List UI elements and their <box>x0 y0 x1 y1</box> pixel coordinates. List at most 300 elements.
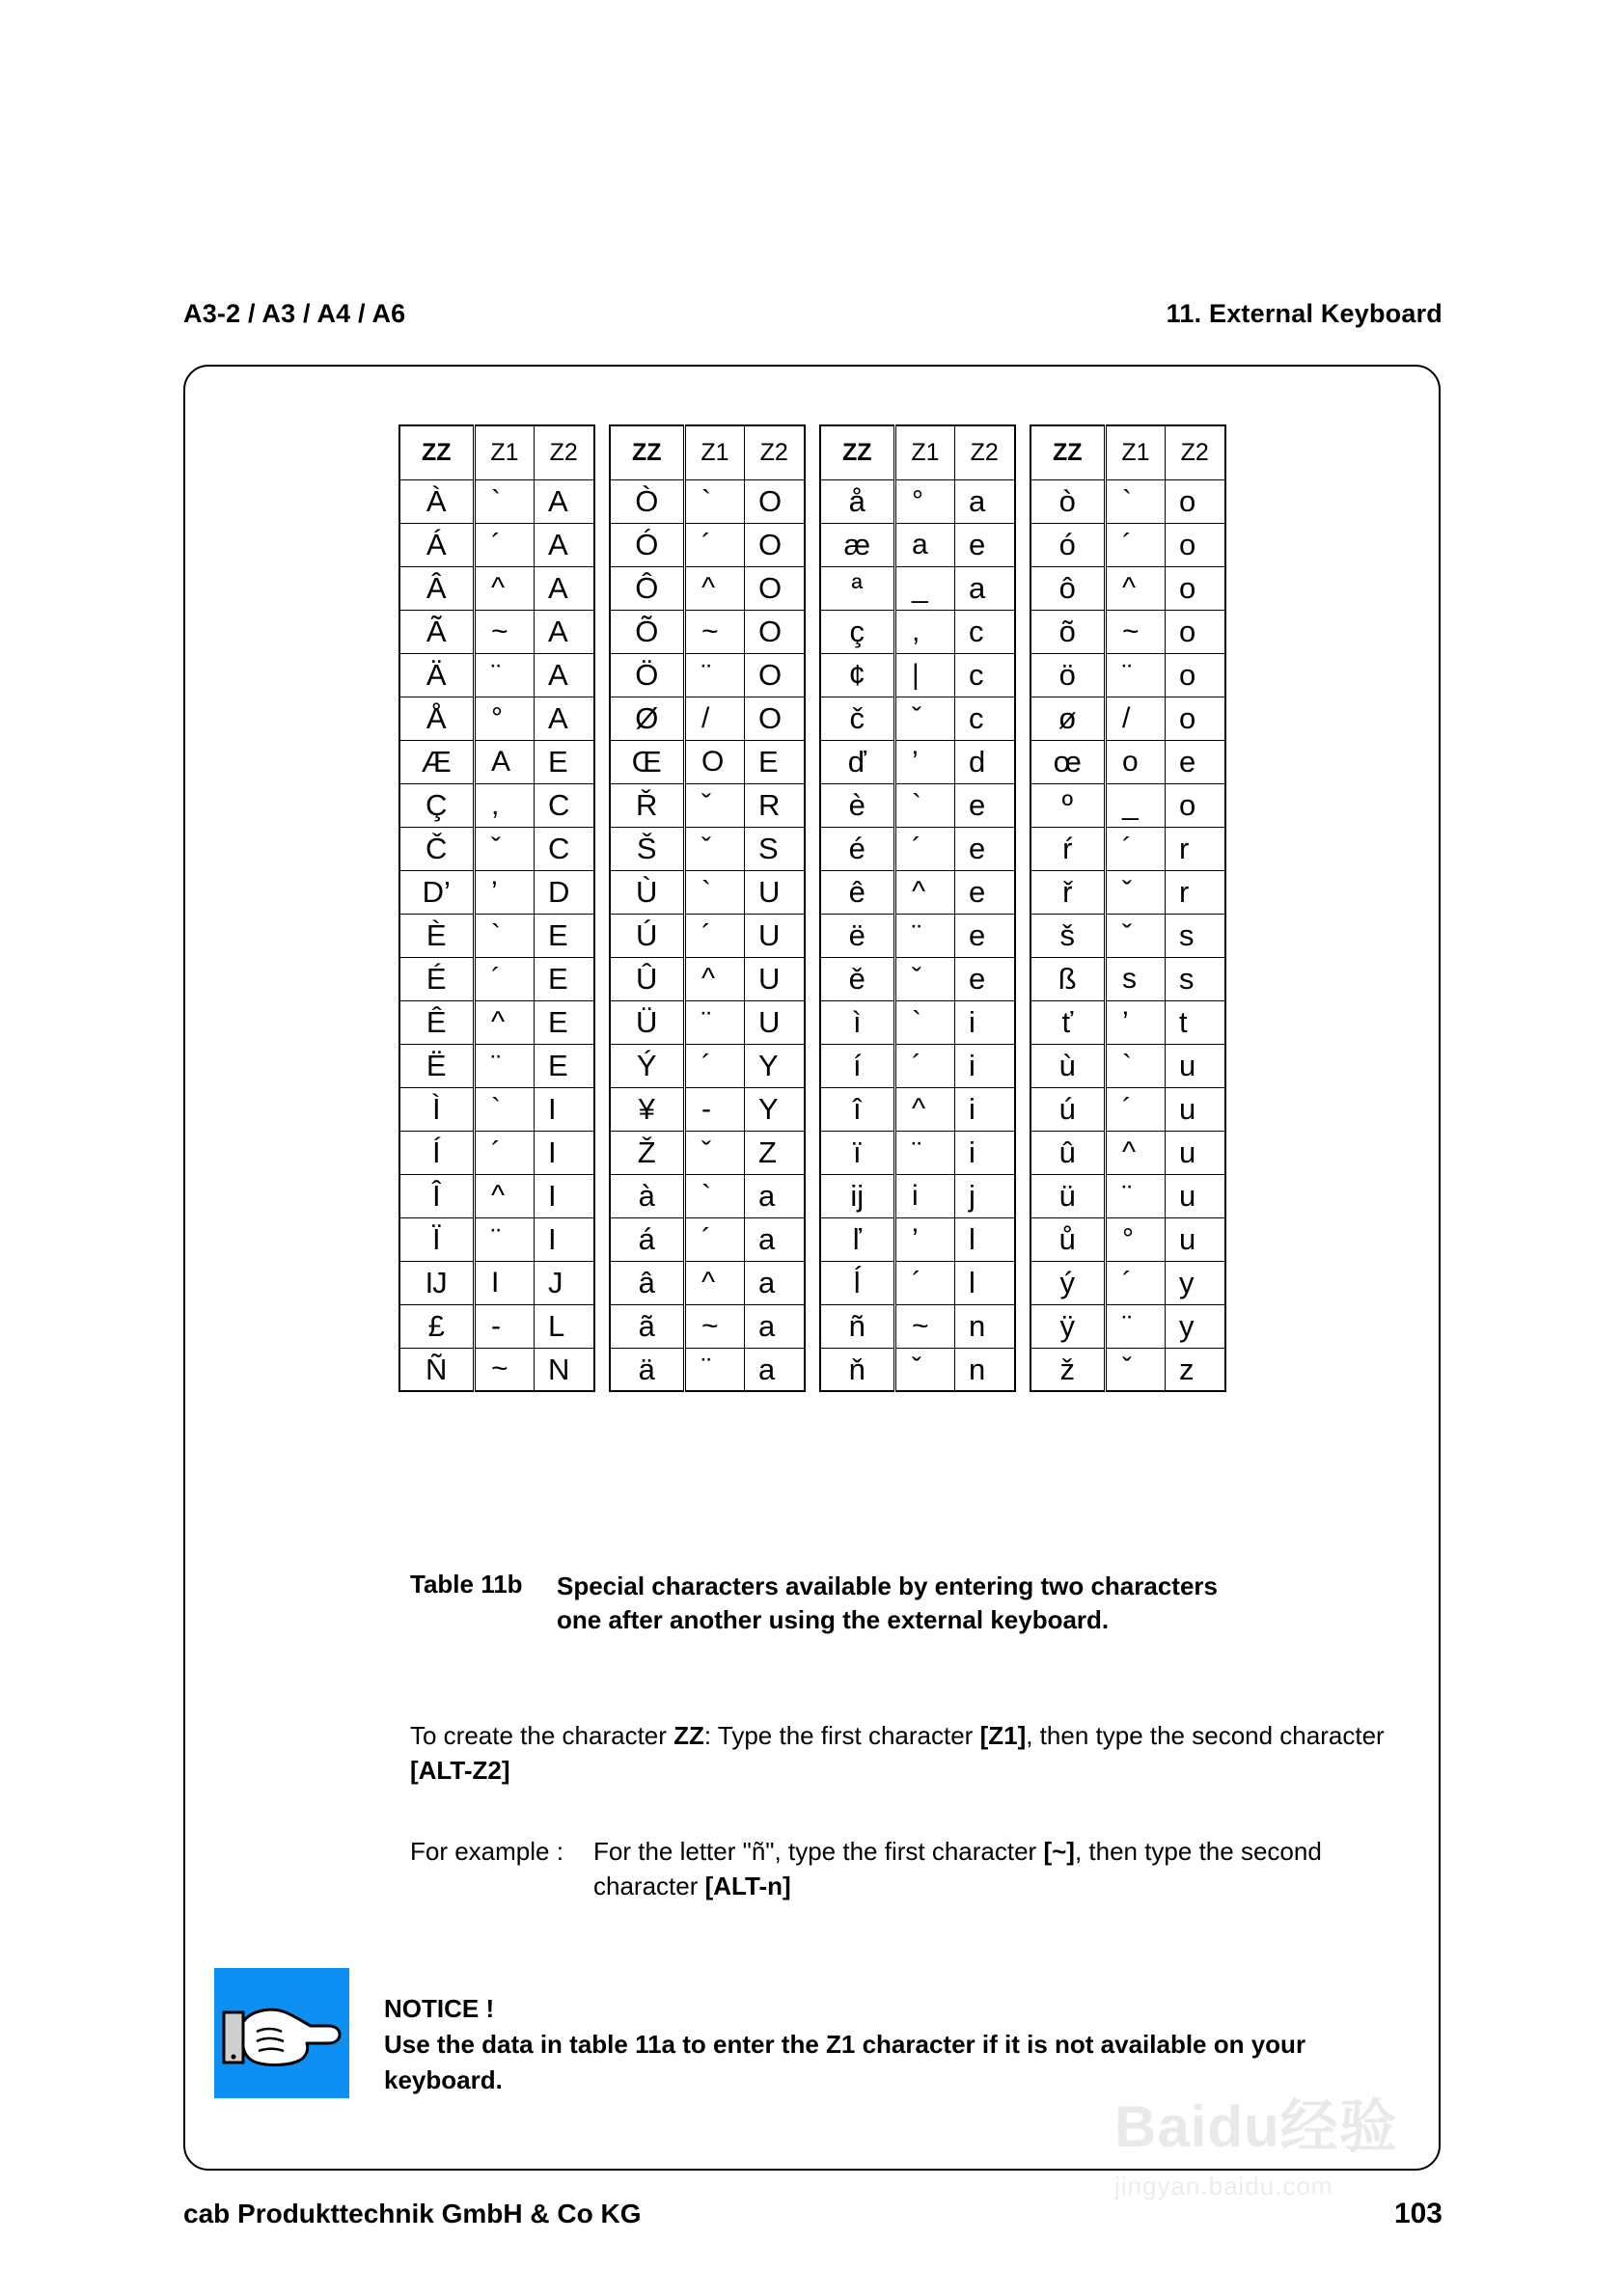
cell-z2: U <box>745 1000 805 1044</box>
cell-z2: a <box>955 479 1015 523</box>
cell-z1: o <box>1106 740 1166 783</box>
cell-zz: ç <box>820 610 895 653</box>
cell-z2: e <box>1166 740 1225 783</box>
cell-z1: s <box>1106 957 1166 1000</box>
cell-zz: Ù <box>610 870 685 914</box>
column-header-zz: ZZ <box>820 425 895 479</box>
cell-z1: O <box>685 740 745 783</box>
cell-zz: õ <box>1030 610 1106 653</box>
cell-z2: U <box>745 870 805 914</box>
cell-zz: ø <box>1030 697 1106 740</box>
cell-zz: ň <box>820 1348 895 1391</box>
column-header-z2: Z2 <box>535 425 594 479</box>
cell-z2: a <box>955 566 1015 610</box>
cell-zz: è <box>820 783 895 827</box>
cell-z1: ´ <box>1106 827 1166 870</box>
cell-zz: Í <box>399 1131 475 1174</box>
table-row <box>399 1000 594 1044</box>
cell-z1: ˇ <box>895 1348 955 1391</box>
cell-z2: O <box>745 653 805 697</box>
cell-zz: Å <box>399 697 475 740</box>
table-row <box>610 1174 805 1217</box>
cell-zz: é <box>820 827 895 870</box>
cell-z1: ¨ <box>1106 653 1166 697</box>
cell-z2: u <box>1166 1217 1225 1261</box>
cell-z2: u <box>1166 1174 1225 1217</box>
notice-text-block <box>384 1968 1411 2098</box>
cell-z1: ^ <box>895 1087 955 1131</box>
cell-z1: ^ <box>895 870 955 914</box>
cell-zz: Ô <box>610 566 685 610</box>
cell-z2: o <box>1166 783 1225 827</box>
table-row <box>399 914 594 957</box>
cell-z1: ^ <box>685 566 745 610</box>
cell-z2: E <box>745 740 805 783</box>
table-row <box>1030 1131 1225 1174</box>
cell-z1: ´ <box>685 1217 745 1261</box>
cell-z1: ´ <box>475 957 535 1000</box>
cell-z2: A <box>535 523 594 566</box>
cell-z2: O <box>745 610 805 653</box>
cell-z2: c <box>955 610 1015 653</box>
cell-z2: O <box>745 523 805 566</box>
table-row <box>399 610 594 653</box>
table-row <box>820 1261 1015 1304</box>
table-row <box>610 1348 805 1391</box>
cell-z2: O <box>745 566 805 610</box>
cell-z2: C <box>535 783 594 827</box>
table-row <box>1030 827 1225 870</box>
table-row <box>1030 653 1225 697</box>
cell-zz: Č <box>399 827 475 870</box>
cell-zz: ¢ <box>820 653 895 697</box>
cell-z2: E <box>535 957 594 1000</box>
column-header-z1: Z1 <box>895 425 955 479</box>
cell-z1: ` <box>1106 1044 1166 1087</box>
cell-z2: o <box>1166 610 1225 653</box>
cell-z2: Z <box>745 1131 805 1174</box>
cell-z1: ´ <box>895 1044 955 1087</box>
cell-z1: ¨ <box>1106 1174 1166 1217</box>
cell-z1: - <box>475 1304 535 1348</box>
create-part1: To create the character <box>410 1721 674 1750</box>
header-left-model: A3-2 / A3 / A4 / A6 <box>183 299 406 328</box>
cell-z1: ´ <box>685 1044 745 1087</box>
table-row <box>1030 1044 1225 1087</box>
cell-z1: a <box>895 523 955 566</box>
table-row <box>820 479 1015 523</box>
cell-z2: o <box>1166 479 1225 523</box>
cell-zz: £ <box>399 1304 475 1348</box>
cell-zz: Š <box>610 827 685 870</box>
cell-z2: U <box>745 957 805 1000</box>
cell-zz: ô <box>1030 566 1106 610</box>
cell-zz: Ä <box>399 653 475 697</box>
cell-zz: å <box>820 479 895 523</box>
cell-zz: Ř <box>610 783 685 827</box>
cell-z2: A <box>535 566 594 610</box>
table-caption <box>410 1570 1375 1637</box>
cell-z2: z <box>1166 1348 1225 1391</box>
cell-zz: î <box>820 1087 895 1131</box>
table-row <box>1030 610 1225 653</box>
cell-z1: ˇ <box>1106 870 1166 914</box>
cell-z1: / <box>685 697 745 740</box>
cell-zz: ě <box>820 957 895 1000</box>
cell-z2: u <box>1166 1087 1225 1131</box>
cell-zz: Û <box>610 957 685 1000</box>
table-row <box>610 697 805 740</box>
cell-z2: E <box>535 1000 594 1044</box>
cell-zz: ß <box>1030 957 1106 1000</box>
cell-z1: - <box>685 1087 745 1131</box>
example-part1: For the letter "ñ", type the first character <box>593 1837 1044 1866</box>
cell-z2: A <box>535 697 594 740</box>
table-row <box>610 1131 805 1174</box>
cell-z1: ’ <box>1106 1000 1166 1044</box>
cell-z2: Y <box>745 1044 805 1087</box>
table-row <box>820 783 1015 827</box>
cell-z2: o <box>1166 697 1225 740</box>
cell-z1: ~ <box>475 610 535 653</box>
table-row <box>610 1087 805 1131</box>
cell-zz: ñ <box>820 1304 895 1348</box>
table-row <box>820 1217 1015 1261</box>
footer-page-number: 103 <box>1393 2198 1442 2229</box>
cell-z1: ’ <box>895 740 955 783</box>
cell-z2: e <box>955 827 1015 870</box>
table-row <box>1030 1304 1225 1348</box>
cell-z2: n <box>955 1348 1015 1391</box>
table-row <box>1030 479 1225 523</box>
cell-zz: È <box>399 914 475 957</box>
cell-zz: À <box>399 479 475 523</box>
cell-z1: _ <box>1106 783 1166 827</box>
table-row <box>820 1131 1015 1174</box>
cell-z1: A <box>475 740 535 783</box>
cell-z1: ´ <box>1106 523 1166 566</box>
table-row <box>820 740 1015 783</box>
table-row <box>399 740 594 783</box>
cell-z1: ` <box>895 1000 955 1044</box>
table-row <box>1030 870 1225 914</box>
table-row <box>610 1044 805 1087</box>
table-row <box>1030 740 1225 783</box>
cell-z2: t <box>1166 1000 1225 1044</box>
cell-z2: N <box>535 1348 594 1391</box>
cell-z1: ` <box>685 1174 745 1217</box>
table-row <box>399 1348 594 1391</box>
column-header-z1: Z1 <box>475 425 535 479</box>
cell-z2: a <box>745 1304 805 1348</box>
table-row <box>610 1261 805 1304</box>
character-table-block-2 <box>609 424 806 1392</box>
table-row <box>820 566 1015 610</box>
column-header-zz: ZZ <box>610 425 685 479</box>
cell-z2: u <box>1166 1044 1225 1087</box>
cell-z1: ˇ <box>895 697 955 740</box>
cell-zz: ù <box>1030 1044 1106 1087</box>
create-zz: ZZ <box>673 1721 704 1750</box>
cell-z2: O <box>745 479 805 523</box>
cell-z2: i <box>955 1000 1015 1044</box>
cell-zz: â <box>610 1261 685 1304</box>
cell-zz: à <box>610 1174 685 1217</box>
cell-z1: ´ <box>685 914 745 957</box>
cell-z2: R <box>745 783 805 827</box>
cell-z2: r <box>1166 827 1225 870</box>
create-z1-key: [Z1] <box>979 1721 1027 1750</box>
cell-zz: Ý <box>610 1044 685 1087</box>
table-row <box>399 1261 594 1304</box>
cell-zz: D’ <box>399 870 475 914</box>
table-row <box>820 1000 1015 1044</box>
running-head <box>183 299 1442 329</box>
table-row <box>399 870 594 914</box>
cell-z1: ` <box>685 870 745 914</box>
caption-text: Special characters available by entering two characters one after another using the external keyboard. <box>557 1572 1218 1635</box>
caption-label: Table 11b <box>410 1570 523 1599</box>
cell-zz: ľ <box>820 1217 895 1261</box>
cell-z1: ¨ <box>685 1348 745 1391</box>
cell-zz: ŕ <box>1030 827 1106 870</box>
cell-z1: ¨ <box>1106 1304 1166 1348</box>
cell-z2: i <box>955 1087 1015 1131</box>
table-row <box>820 827 1015 870</box>
cell-z1: ˇ <box>1106 914 1166 957</box>
table-row <box>1030 1261 1225 1304</box>
cell-z1: _ <box>895 566 955 610</box>
cell-zz: ò <box>1030 479 1106 523</box>
cell-zz: Ã <box>399 610 475 653</box>
cell-zz: æ <box>820 523 895 566</box>
cell-z2: a <box>745 1174 805 1217</box>
page-footer <box>183 2198 1442 2230</box>
cell-z1: ° <box>475 697 535 740</box>
example-part2: , then type the second character <box>593 1837 1322 1900</box>
table-row <box>610 783 805 827</box>
cell-z2: i <box>955 1044 1015 1087</box>
column-header-z1: Z1 <box>1106 425 1166 479</box>
cell-z1: | <box>895 653 955 697</box>
column-header-zz: ZZ <box>1030 425 1106 479</box>
column-header-z2: Z2 <box>955 425 1015 479</box>
table-row <box>610 1000 805 1044</box>
cell-zz: ú <box>1030 1087 1106 1131</box>
cell-z1: ¨ <box>895 914 955 957</box>
watermark-main: Baidu经验 <box>1114 2094 1398 2159</box>
table-row <box>399 783 594 827</box>
cell-z1: ˇ <box>685 783 745 827</box>
cell-z1: ´ <box>895 1261 955 1304</box>
cell-zz: ä <box>610 1348 685 1391</box>
cell-z2: O <box>745 697 805 740</box>
table-row <box>1030 914 1225 957</box>
table-row <box>820 1348 1015 1391</box>
cell-z2: E <box>535 1044 594 1087</box>
cell-zz: ý <box>1030 1261 1106 1304</box>
cell-zz: ª <box>820 566 895 610</box>
cell-z1: ^ <box>475 1000 535 1044</box>
table-header-row <box>820 425 1015 479</box>
cell-z2: J <box>535 1261 594 1304</box>
cell-z1: ` <box>475 1087 535 1131</box>
cell-zz: ů <box>1030 1217 1106 1261</box>
column-header-zz: ZZ <box>399 425 475 479</box>
table-row <box>610 610 805 653</box>
notice-block <box>214 1968 1411 2098</box>
cell-z2: y <box>1166 1261 1225 1304</box>
cell-zz: ó <box>1030 523 1106 566</box>
table-row <box>610 1217 805 1261</box>
cell-z1: ^ <box>475 566 535 610</box>
header-right-chapter: 11. External Keyboard <box>1166 299 1442 328</box>
table-row <box>610 566 805 610</box>
cell-zz: Ï <box>399 1217 475 1261</box>
cell-zz: ĺ <box>820 1261 895 1304</box>
table-header-row <box>610 425 805 479</box>
cell-z2: e <box>955 783 1015 827</box>
table-row <box>610 740 805 783</box>
cell-z1: ¨ <box>895 1131 955 1174</box>
cell-z2: a <box>745 1217 805 1261</box>
cell-zz: š <box>1030 914 1106 957</box>
cell-zz: Î <box>399 1174 475 1217</box>
cell-z2: Y <box>745 1087 805 1131</box>
table-row <box>1030 1000 1225 1044</box>
cell-zz: ã <box>610 1304 685 1348</box>
notice-title: NOTICE ! <box>384 1994 495 2023</box>
column-header-z2: Z2 <box>1166 425 1225 479</box>
cell-z1: ¨ <box>685 1000 745 1044</box>
cell-z2: A <box>535 479 594 523</box>
notice-body: Use the data in table 11a to enter the Z1 character if it is not available on your keyboard. <box>384 2029 1306 2094</box>
cell-z1: ~ <box>685 1304 745 1348</box>
cell-zz: Ò <box>610 479 685 523</box>
cell-z2: o <box>1166 523 1225 566</box>
table-row <box>1030 697 1225 740</box>
table-row <box>399 827 594 870</box>
cell-z2: I <box>535 1131 594 1174</box>
cell-z2: L <box>535 1304 594 1348</box>
cell-zz: ë <box>820 914 895 957</box>
cell-z2: A <box>535 610 594 653</box>
cell-zz: Â <box>399 566 475 610</box>
cell-z1: ´ <box>685 523 745 566</box>
example-key-tilde: [~] <box>1043 1837 1075 1866</box>
table-row <box>399 697 594 740</box>
cell-z2: n <box>955 1304 1015 1348</box>
cell-z1: ^ <box>685 1261 745 1304</box>
cell-z1: ´ <box>475 1131 535 1174</box>
cell-z2: I <box>535 1087 594 1131</box>
cell-zz: Õ <box>610 610 685 653</box>
create-part2: : Type the first character <box>703 1721 980 1750</box>
table-row <box>610 653 805 697</box>
cell-z2: y <box>1166 1304 1225 1348</box>
table-row <box>820 957 1015 1000</box>
cell-z2: C <box>535 827 594 870</box>
cell-z1: ^ <box>685 957 745 1000</box>
cell-z2: c <box>955 697 1015 740</box>
cell-z1: ~ <box>1106 610 1166 653</box>
cell-z2: s <box>1166 957 1225 1000</box>
cell-zz: Æ <box>399 740 475 783</box>
cell-z2: U <box>745 914 805 957</box>
cell-z1: ˇ <box>685 1131 745 1174</box>
cell-z2: e <box>955 957 1015 1000</box>
cell-z1: ` <box>475 479 535 523</box>
table-row <box>399 523 594 566</box>
cell-zz: ď <box>820 740 895 783</box>
cell-z1: ^ <box>1106 1131 1166 1174</box>
table-row <box>399 1131 594 1174</box>
table-row <box>820 653 1015 697</box>
column-header-z2: Z2 <box>745 425 805 479</box>
cell-z1: ` <box>895 783 955 827</box>
cell-z2: D <box>535 870 594 914</box>
cell-z1: i <box>895 1174 955 1217</box>
table-row <box>1030 1217 1225 1261</box>
table-row <box>610 827 805 870</box>
create-z2-key: [ALT-Z2] <box>410 1755 510 1785</box>
character-table-block-4 <box>1030 424 1226 1392</box>
table-row <box>820 1304 1015 1348</box>
cell-zz: Ç <box>399 783 475 827</box>
cell-z2: I <box>535 1174 594 1217</box>
watermark-sub: jingyan.baidu.com <box>1114 2172 1333 2200</box>
cell-z1: ´ <box>1106 1087 1166 1131</box>
cell-zz: û <box>1030 1131 1106 1174</box>
footer-company: cab Produkttechnik GmbH & Co KG <box>183 2199 642 2228</box>
cell-z1: ¨ <box>475 1044 535 1087</box>
cell-z2: i <box>955 1131 1015 1174</box>
cell-zz: ž <box>1030 1348 1106 1391</box>
create-part3: , then type the second character <box>1026 1721 1385 1750</box>
cell-z2: e <box>955 523 1015 566</box>
table-row <box>399 1174 594 1217</box>
cell-zz: ö <box>1030 653 1106 697</box>
table-row <box>399 1087 594 1131</box>
table-row <box>1030 783 1225 827</box>
table-row <box>820 1174 1015 1217</box>
cell-zz: º <box>1030 783 1106 827</box>
cell-z1: ˇ <box>895 957 955 1000</box>
table-row <box>1030 566 1225 610</box>
cell-zz: í <box>820 1044 895 1087</box>
cell-zz: Ø <box>610 697 685 740</box>
cell-z2: c <box>955 653 1015 697</box>
cell-z1: ¨ <box>685 653 745 697</box>
cell-z1: , <box>475 783 535 827</box>
cell-z1: ` <box>1106 479 1166 523</box>
table-row <box>1030 1087 1225 1131</box>
example-key-altn: [ALT-n] <box>704 1871 791 1900</box>
cell-zz: Á <box>399 523 475 566</box>
create-character-instruction <box>410 1719 1452 1789</box>
table-row <box>610 957 805 1000</box>
cell-zz: Ì <box>399 1087 475 1131</box>
table-row <box>1030 1174 1225 1217</box>
cell-z2: e <box>955 914 1015 957</box>
cell-z2: a <box>745 1348 805 1391</box>
table-row <box>399 1304 594 1348</box>
cell-zz: Ö <box>610 653 685 697</box>
cell-zz: ï <box>820 1131 895 1174</box>
column-header-z1: Z1 <box>685 425 745 479</box>
cell-z1: ´ <box>895 827 955 870</box>
cell-zz: Ó <box>610 523 685 566</box>
